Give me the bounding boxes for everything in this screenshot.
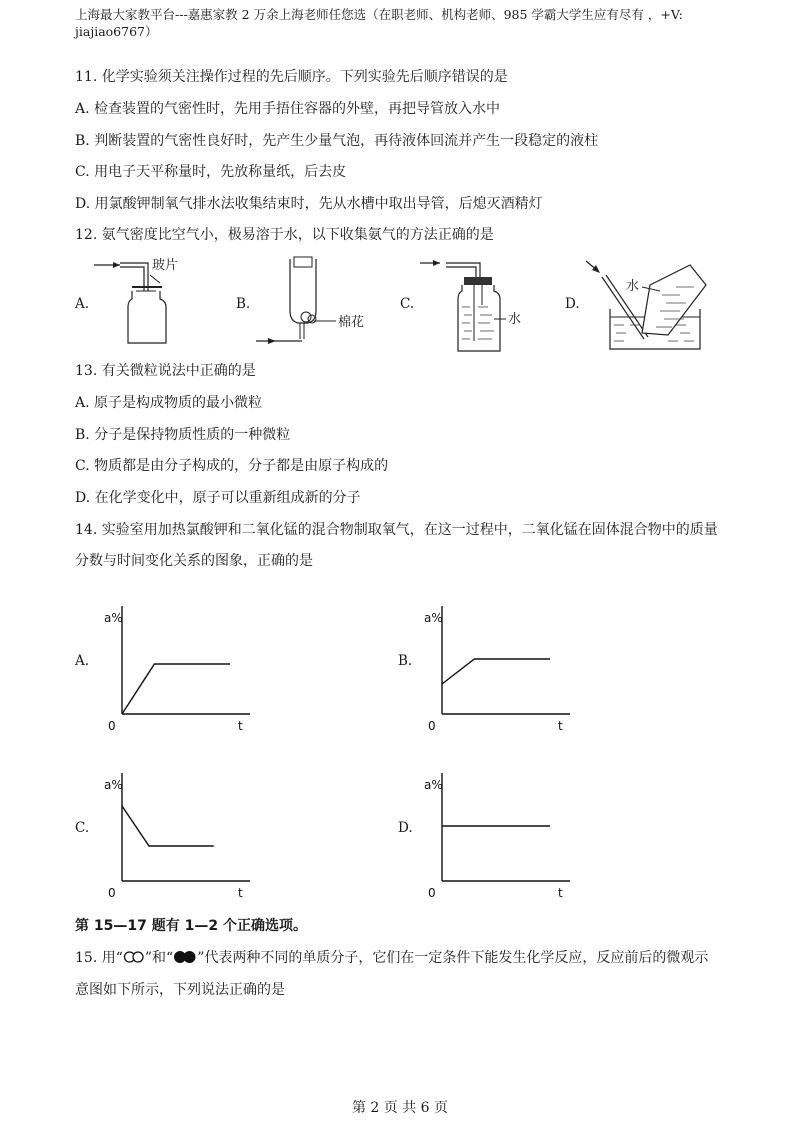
q12-fig-a-label: 玻片 xyxy=(152,258,179,273)
q12-figure-c xyxy=(418,255,538,355)
x-axis-label: t xyxy=(558,719,563,733)
q11-option-a: A. 检查装置的气密性时，先用手捂住容器的外壁，再把导管放入水中 xyxy=(75,101,501,117)
q15-stem-line-2: 意图如下所示，下列说法正确的是 xyxy=(75,982,285,998)
q12-fig-b-label: 棉花 xyxy=(338,315,365,330)
x-axis-label: t xyxy=(238,886,243,900)
q11-option-b: B. 判断装置的气密性良好时，先产生少量气泡，再待液体回流并产生一段稳定的液柱 xyxy=(75,133,599,149)
q13-option-a: A. 原子是构成物质的最小微粒 xyxy=(75,395,263,411)
y-axis-label: a% xyxy=(424,778,443,792)
q12-label-a: A. xyxy=(75,296,90,312)
q14-graph-a xyxy=(100,596,260,736)
y-axis-label: a% xyxy=(104,611,123,625)
graph-line-c xyxy=(122,806,214,846)
q15-stem-mid: ”和“ xyxy=(144,950,174,966)
q15-stem-line-1 xyxy=(75,949,708,967)
header-line-1: 上海最大家教平台---嘉惠家教 2 万余上海老师任您选（在职老师、机构老师、985 学霸大学生应有尽有 ，+V: xyxy=(75,7,683,22)
q12-label-c: C. xyxy=(400,296,415,312)
q12-label-d: D. xyxy=(565,296,580,312)
q14-stem-line-1: 14. 实验室用加热氯酸钾和二氧化锰的混合物制取氧气，在这一过程中，二氧化锰在固体混合物中的质量 xyxy=(75,522,718,538)
origin-label: 0 xyxy=(428,886,436,900)
q12-fig-d-label: 水 xyxy=(626,279,640,294)
q13-option-d: D. 在化学变化中，原子可以重新组成新的分子 xyxy=(75,490,361,506)
open-molecule-icon xyxy=(123,950,145,964)
page-header xyxy=(75,6,735,40)
q14-stem-line-2: 分数与时间变化关系的图象，正确的是 xyxy=(75,553,313,569)
x-axis-label: t xyxy=(238,719,243,733)
filled-molecule-icon xyxy=(173,950,197,964)
q15-stem-prefix: 15. 用“ xyxy=(75,950,123,966)
q12-stem: 12. 氨气密度比空气小，极易溶于水，以下收集氨气的方法正确的是 xyxy=(75,227,494,243)
q12-figure-d xyxy=(580,255,710,355)
q14-graph-c xyxy=(100,763,260,903)
graph-line-b xyxy=(442,659,550,684)
x-axis-label: t xyxy=(558,886,563,900)
graph-line-a xyxy=(122,664,230,714)
q12-figure-a xyxy=(92,255,192,350)
origin-label: 0 xyxy=(428,719,436,733)
q12-label-b: B. xyxy=(236,296,251,312)
q14-graph-d xyxy=(420,763,580,903)
q14-label-a: A. xyxy=(75,653,90,669)
q13-option-b: B. 分子是保持物质性质的一种微粒 xyxy=(75,427,291,443)
q14-graph-b xyxy=(420,596,580,736)
y-axis-label: a% xyxy=(104,778,123,792)
q12-figure-b xyxy=(248,255,378,350)
q14-label-d: D. xyxy=(398,820,413,836)
origin-label: 0 xyxy=(108,886,116,900)
origin-label: 0 xyxy=(108,719,116,733)
section-heading: 第 15—17 题有 1—2 个正确选项。 xyxy=(75,918,307,934)
q11-option-c: C. 用电子天平称量时，先放称量纸，后去皮 xyxy=(75,164,347,180)
q14-label-c: C. xyxy=(75,820,90,836)
y-axis-label: a% xyxy=(424,611,443,625)
q15-stem-suffix: ”代表两种不同的单质分子，它们在一定条件下能发生化学反应，反应前后的微观示 xyxy=(197,950,709,966)
q11-option-d: D. 用氯酸钾制氧气排水法收集结束时，先从水槽中取出导管，后熄灭酒精灯 xyxy=(75,196,543,212)
q11-stem: 11. 化学实验须关注操作过程的先后顺序。下列实验先后顺序错误的是 xyxy=(75,69,508,85)
q13-option-c: C. 物质都是由分子构成的，分子都是由原子构成的 xyxy=(75,458,389,474)
header-line-2: jiajiao6767） xyxy=(75,24,158,39)
q12-fig-c-label: 水 xyxy=(508,312,522,327)
page-footer: 第 2 页 共 6 页 xyxy=(351,1100,449,1116)
q14-label-b: B. xyxy=(398,653,413,669)
q13-stem: 13. 有关微粒说法中正确的是 xyxy=(75,363,256,379)
